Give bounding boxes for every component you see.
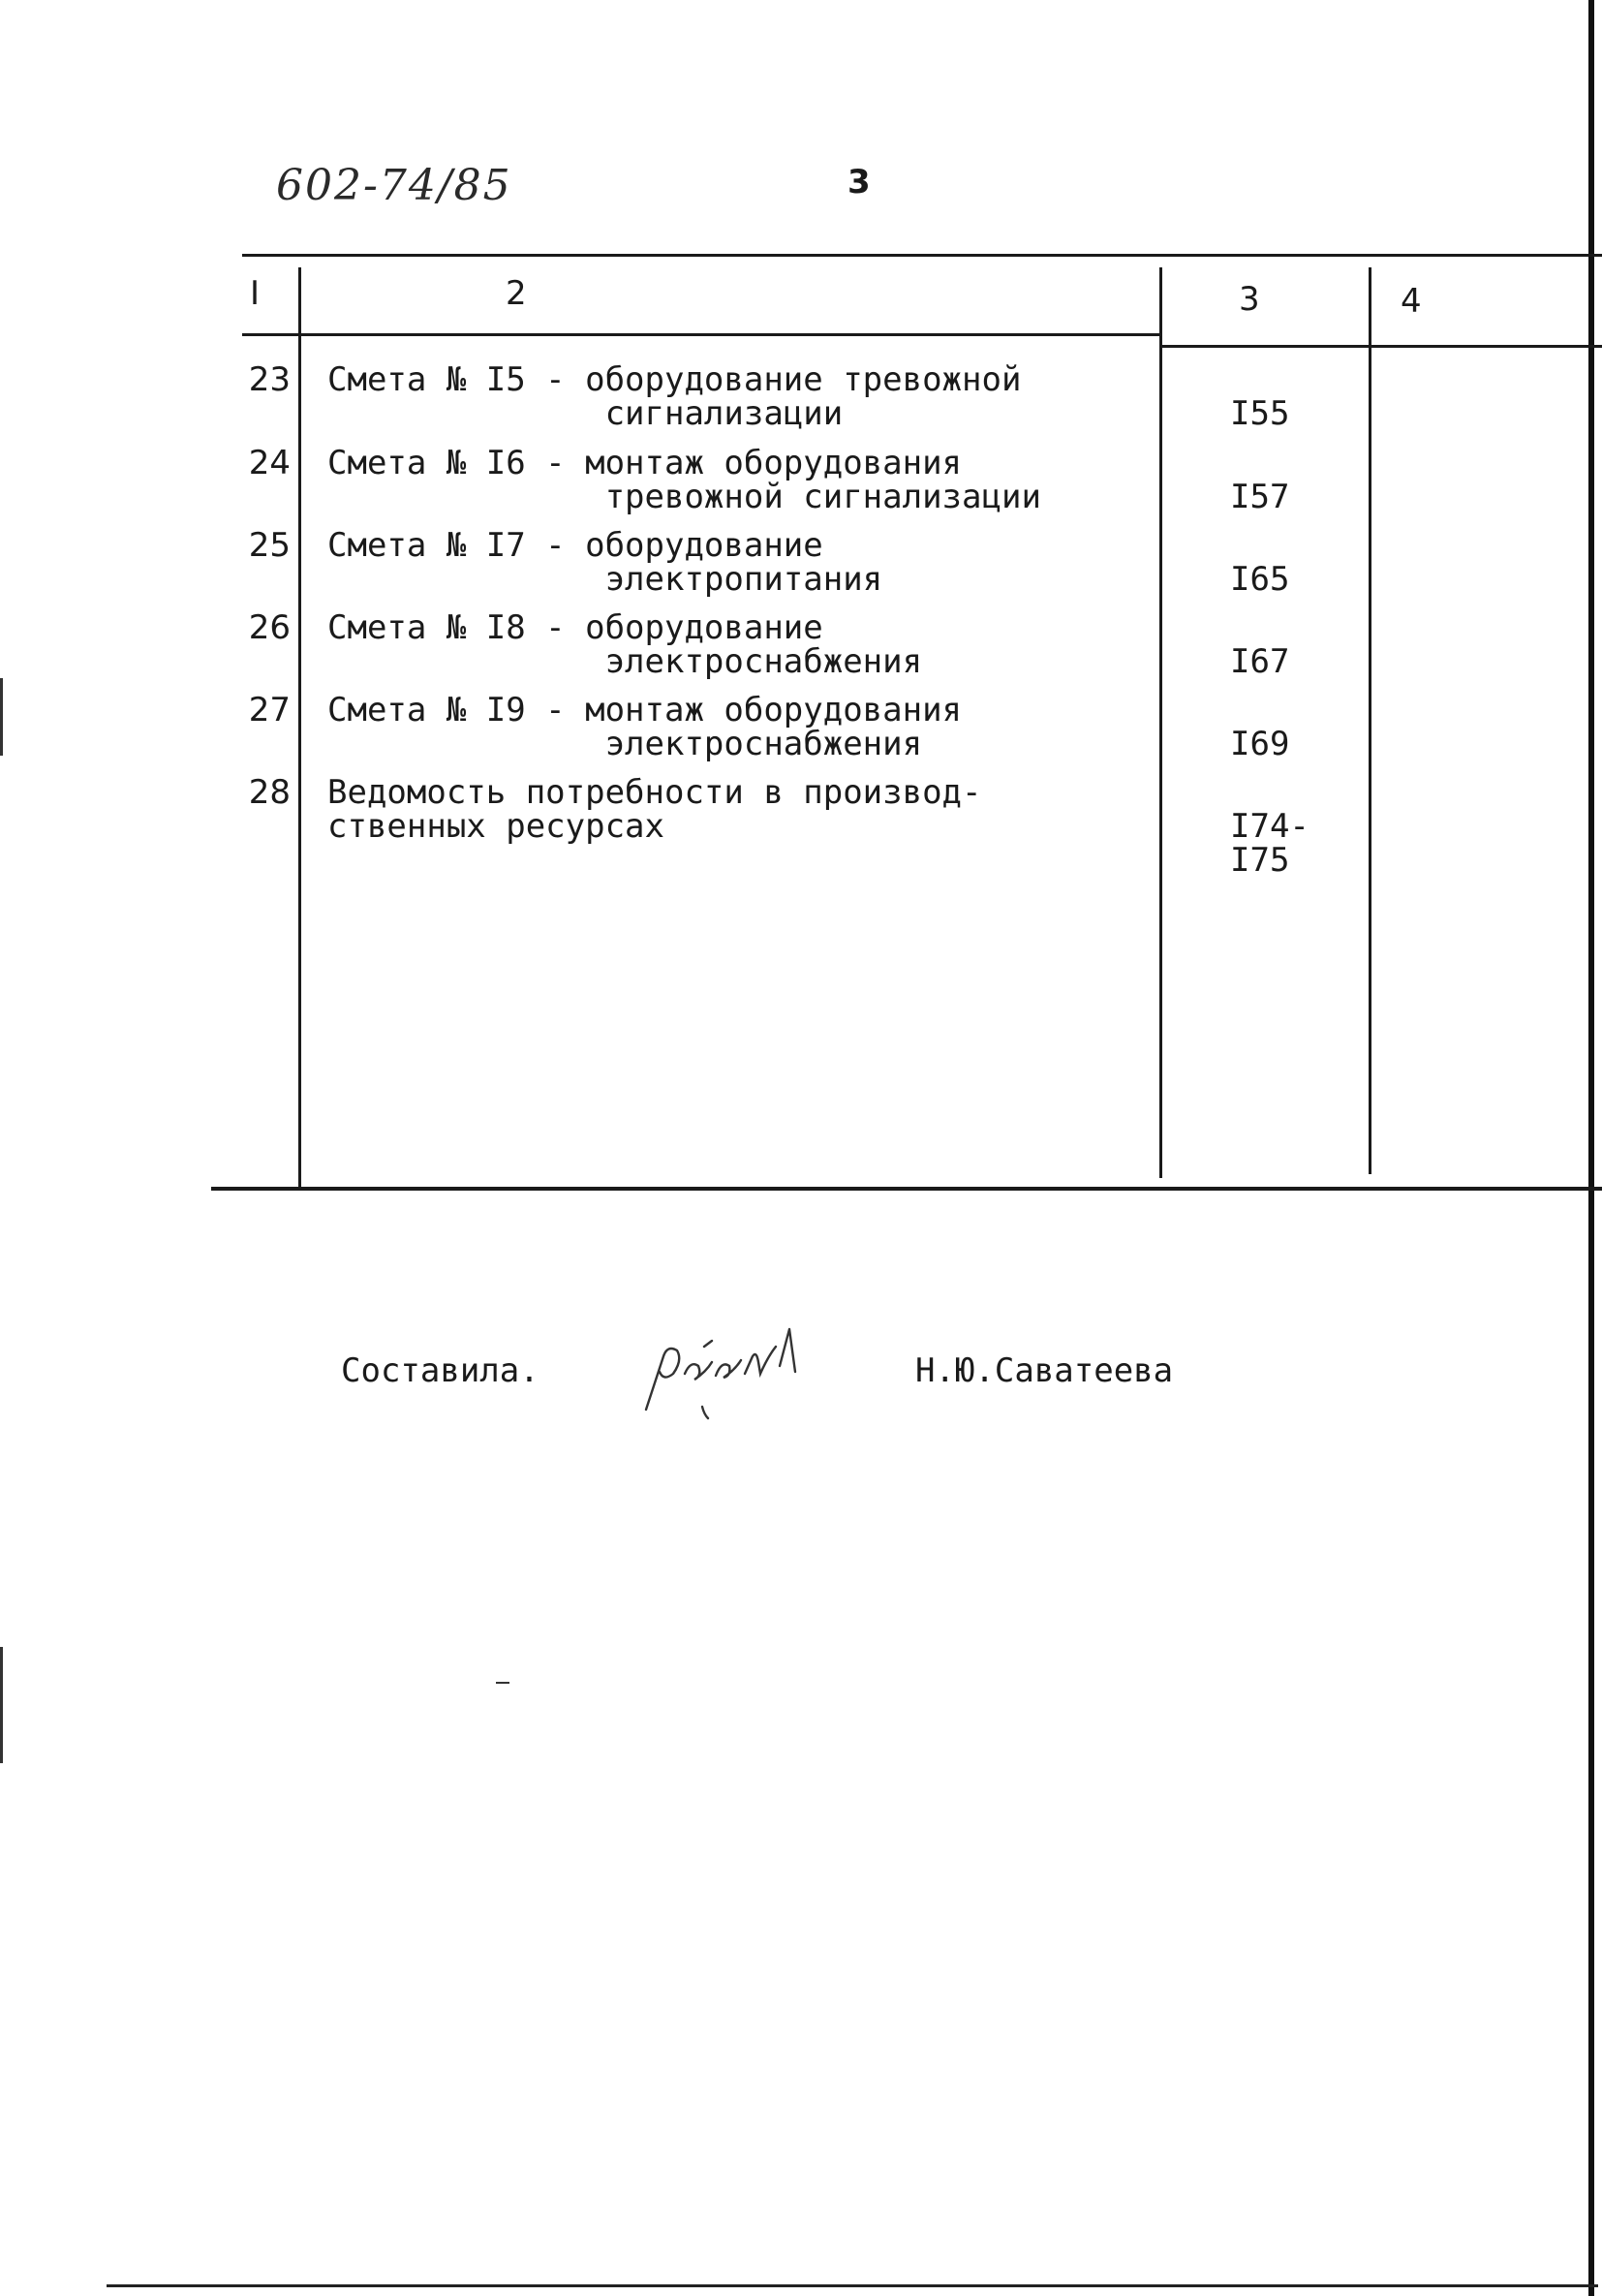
table-bottom-rule	[211, 1187, 1602, 1191]
row-number: 28	[248, 773, 291, 812]
row-number: 27	[248, 691, 291, 729]
column-header-3: 3	[1239, 280, 1260, 319]
table-header-rule-right	[1162, 345, 1602, 348]
row-number: 24	[248, 444, 291, 482]
column-divider-1	[298, 267, 301, 1190]
document-code: 602-74/85	[276, 161, 512, 210]
row-number: 23	[248, 360, 291, 399]
row-description: Смета № I8 - оборудование электроснабжения	[327, 608, 923, 681]
row-number: 26	[248, 608, 291, 647]
scan-edge-bottom	[107, 2284, 1598, 2287]
column-divider-3	[1369, 267, 1371, 1174]
table-top-rule	[242, 254, 1602, 257]
table-header-rule	[242, 333, 1162, 336]
page-number: 3	[847, 163, 871, 202]
column-header-2: 2	[506, 274, 527, 313]
column-divider-2	[1159, 267, 1162, 1178]
row-description: Смета № I6 - монтаж оборудования тревожной сигнализации	[327, 444, 1041, 516]
compiled-by-label: Составила.	[341, 1351, 539, 1390]
row-page: I67	[1230, 642, 1290, 681]
handwritten-signature	[634, 1318, 828, 1424]
row-number: 25	[248, 526, 291, 565]
row-description: Смета № I5 - оборудование тревожной сигнализации	[327, 360, 1022, 433]
row-page: I74- I75	[1230, 807, 1309, 880]
row-description: Ведомость потребности в производ- ственных ресурсах	[327, 773, 982, 846]
row-page: I55	[1230, 394, 1290, 433]
row-description: Смета № I7 - оборудование электропитания	[327, 526, 883, 599]
row-page: I65	[1230, 560, 1290, 599]
scan-mark-left-lower	[0, 1647, 3, 1763]
stray-mark	[496, 1682, 509, 1684]
row-page: I69	[1230, 725, 1290, 763]
column-header-4: 4	[1401, 282, 1422, 321]
row-description: Смета № I9 - монтаж оборудования электроснабжения	[327, 691, 963, 763]
scan-mark-left	[0, 678, 3, 756]
column-header-1: I	[250, 274, 261, 313]
compiler-name: Н.Ю.Саватеева	[915, 1351, 1174, 1390]
row-page: I57	[1230, 478, 1290, 516]
